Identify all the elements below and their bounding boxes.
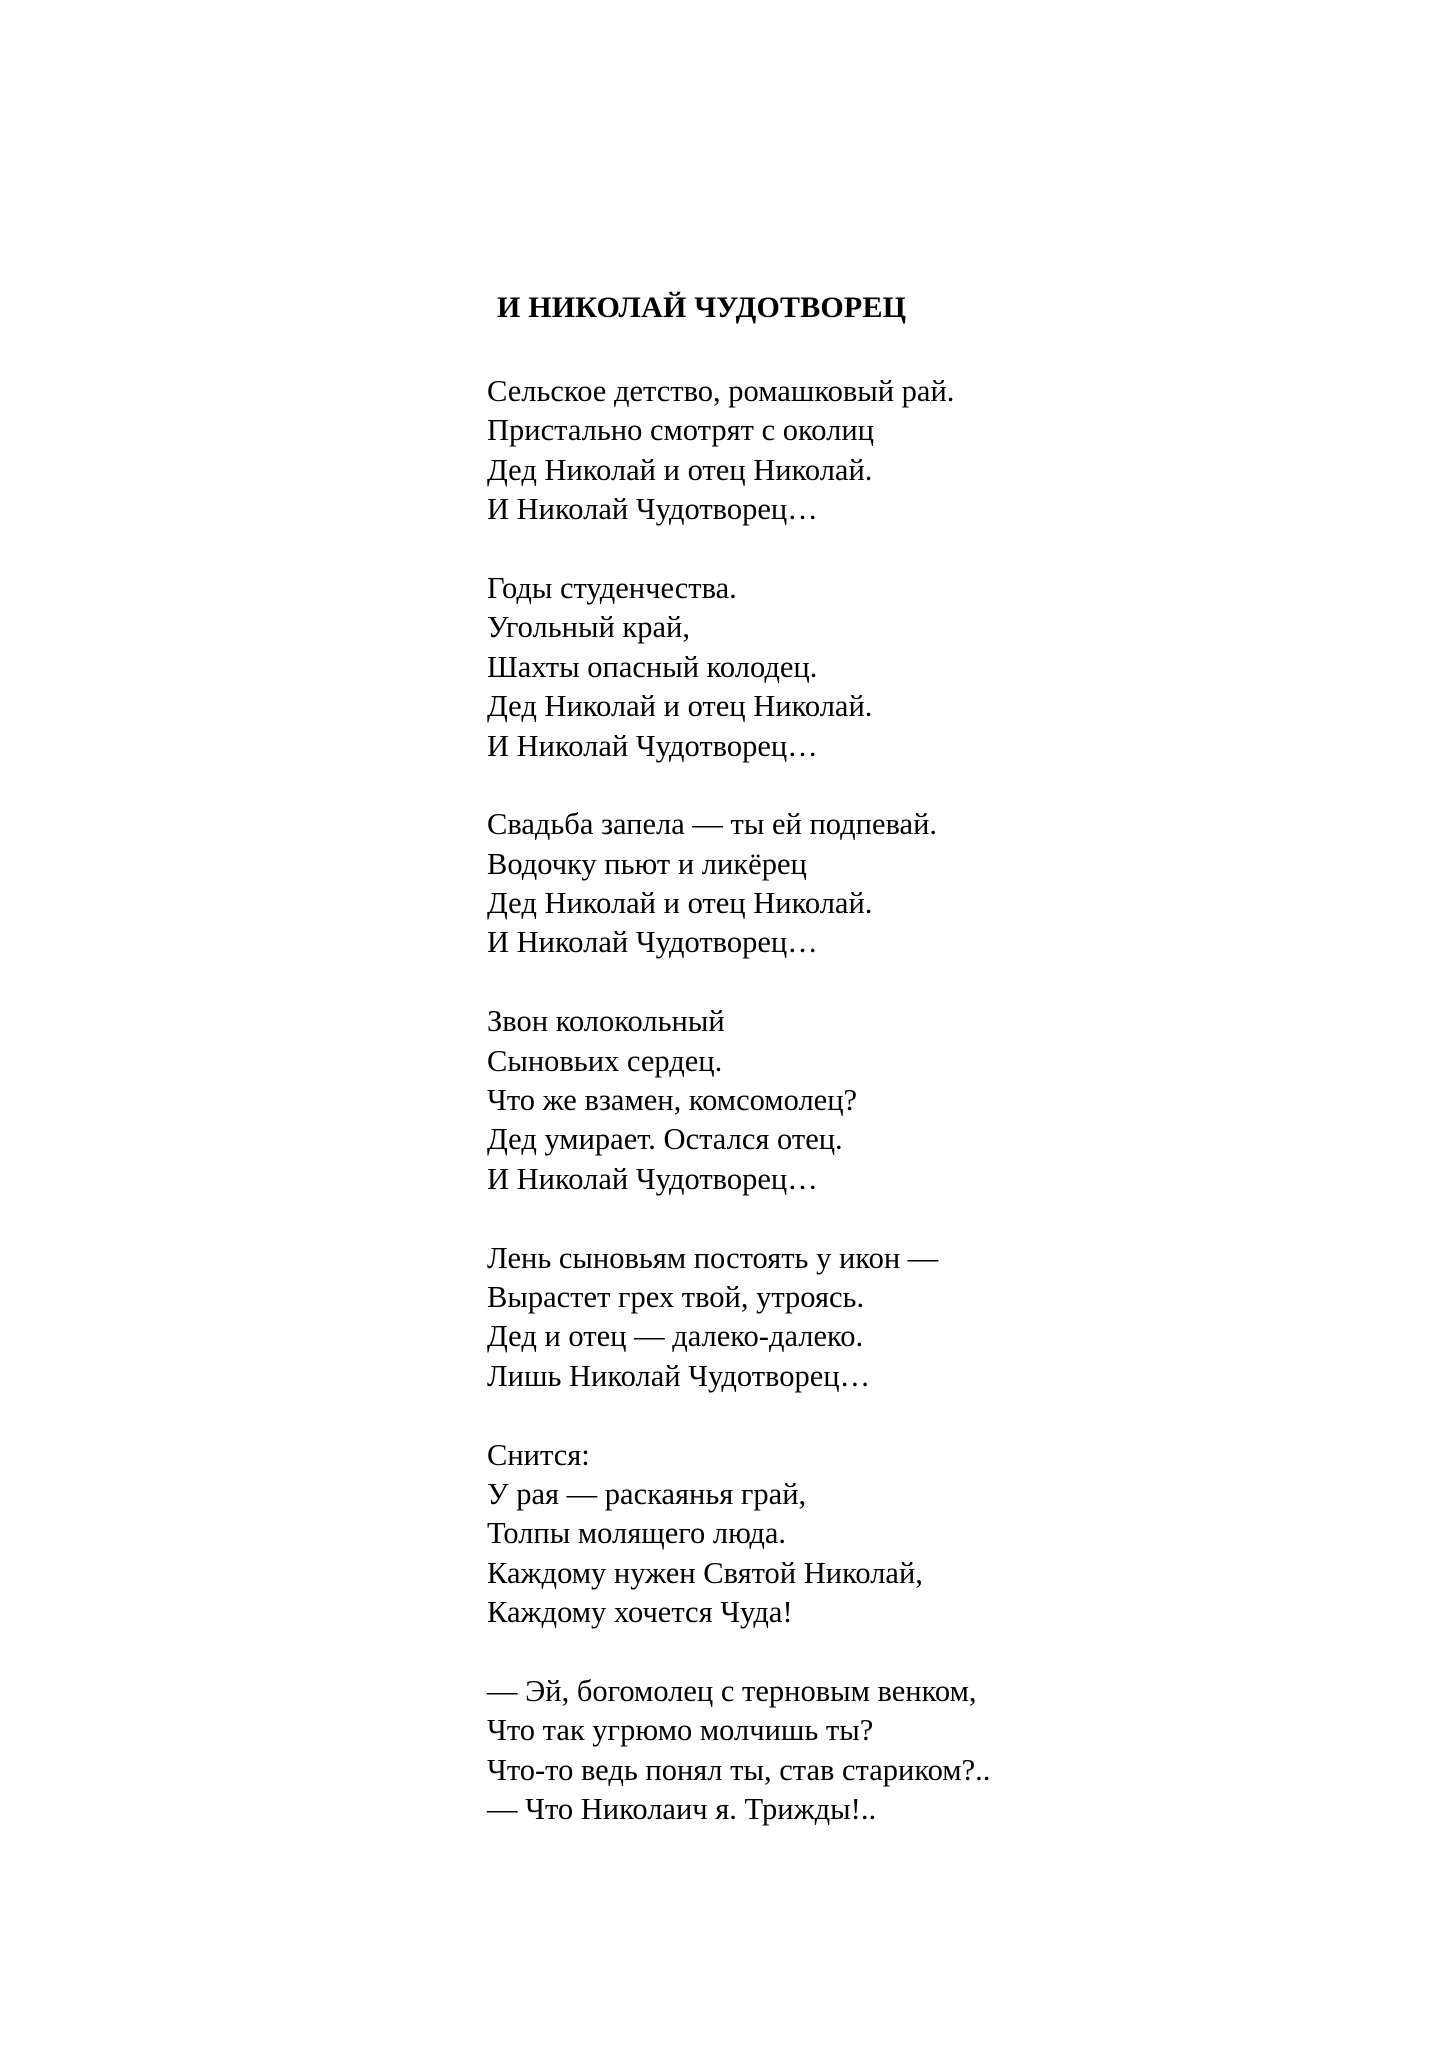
poem-line: Дед умирает. Остался отец. — [487, 1122, 843, 1157]
stanza-6 — [487, 1436, 990, 1633]
poem-line: Что так угрюмо молчишь ты? — [487, 1713, 874, 1748]
poem-line: Звон колокольный — [487, 1004, 725, 1039]
stanza-7 — [487, 1672, 990, 1830]
poem-line: Что же взамен, комсомолец? — [487, 1083, 858, 1118]
stanza-4 — [487, 1002, 990, 1199]
poem-line: И Николай Чудотворец… — [487, 925, 818, 960]
stanza-3 — [487, 805, 990, 963]
poem-line: И Николай Чудотворец… — [487, 728, 818, 763]
poem-line: Свадьба запела — ты ей подпевай. — [487, 807, 938, 842]
poem-line: Водочку пьют и ликёрец — [487, 846, 807, 881]
stanza-1 — [487, 372, 990, 530]
poem-body — [487, 372, 990, 1869]
poem-line: Сельское детство, ромашковый рай. — [487, 374, 955, 408]
poem-line: Годы студенчества. — [487, 570, 737, 605]
poem-line: Угольный край, — [487, 610, 690, 645]
poem-line: — Эй, богомолец с терновым венком, — [487, 1673, 977, 1708]
poem-line: И Николай Чудотворец… — [487, 492, 818, 527]
stanza-5 — [487, 1239, 990, 1397]
poem-line: Вырастет грех твой, утроясь. — [487, 1279, 865, 1314]
poem-line: Лень сыновьям постоять у икон — — [487, 1240, 939, 1275]
poem-line: Снится: — [487, 1437, 590, 1472]
poem-line: — Что Николаич я. Трижды!.. — [487, 1792, 877, 1827]
poem-line: Дед Николай и отец Николай. — [487, 452, 873, 487]
poem-line: И Николай Чудотворец… — [487, 1161, 818, 1196]
stanza-2 — [487, 569, 990, 766]
poem-line: Каждому нужен Святой Николай, — [487, 1555, 923, 1590]
poem-line: Шахты опасный колодец. — [487, 649, 818, 684]
poem-line: Что-то ведь понял ты, став стариком?.. — [487, 1752, 991, 1787]
poem-line: Дед Николай и отец Николай. — [487, 886, 873, 921]
poem-line: Сыновьих сердец. — [487, 1043, 723, 1078]
poem-title: И НИКОЛАЙ ЧУДОТВОРЕЦ — [497, 291, 907, 324]
poem-line: У рая — раскаянья грай, — [487, 1476, 807, 1511]
poem-line: Толпы молящего люда. — [487, 1516, 787, 1551]
poem-line: Пристально смотрят с околиц — [487, 413, 874, 448]
poem-line: Каждому хочется Чуда! — [487, 1595, 793, 1630]
poem-line: Дед и отец — далеко-далеко. — [487, 1319, 864, 1354]
poem-line: Лишь Николай Чудотворец… — [487, 1358, 871, 1393]
poem-line: Дед Николай и отец Николай. — [487, 689, 873, 724]
